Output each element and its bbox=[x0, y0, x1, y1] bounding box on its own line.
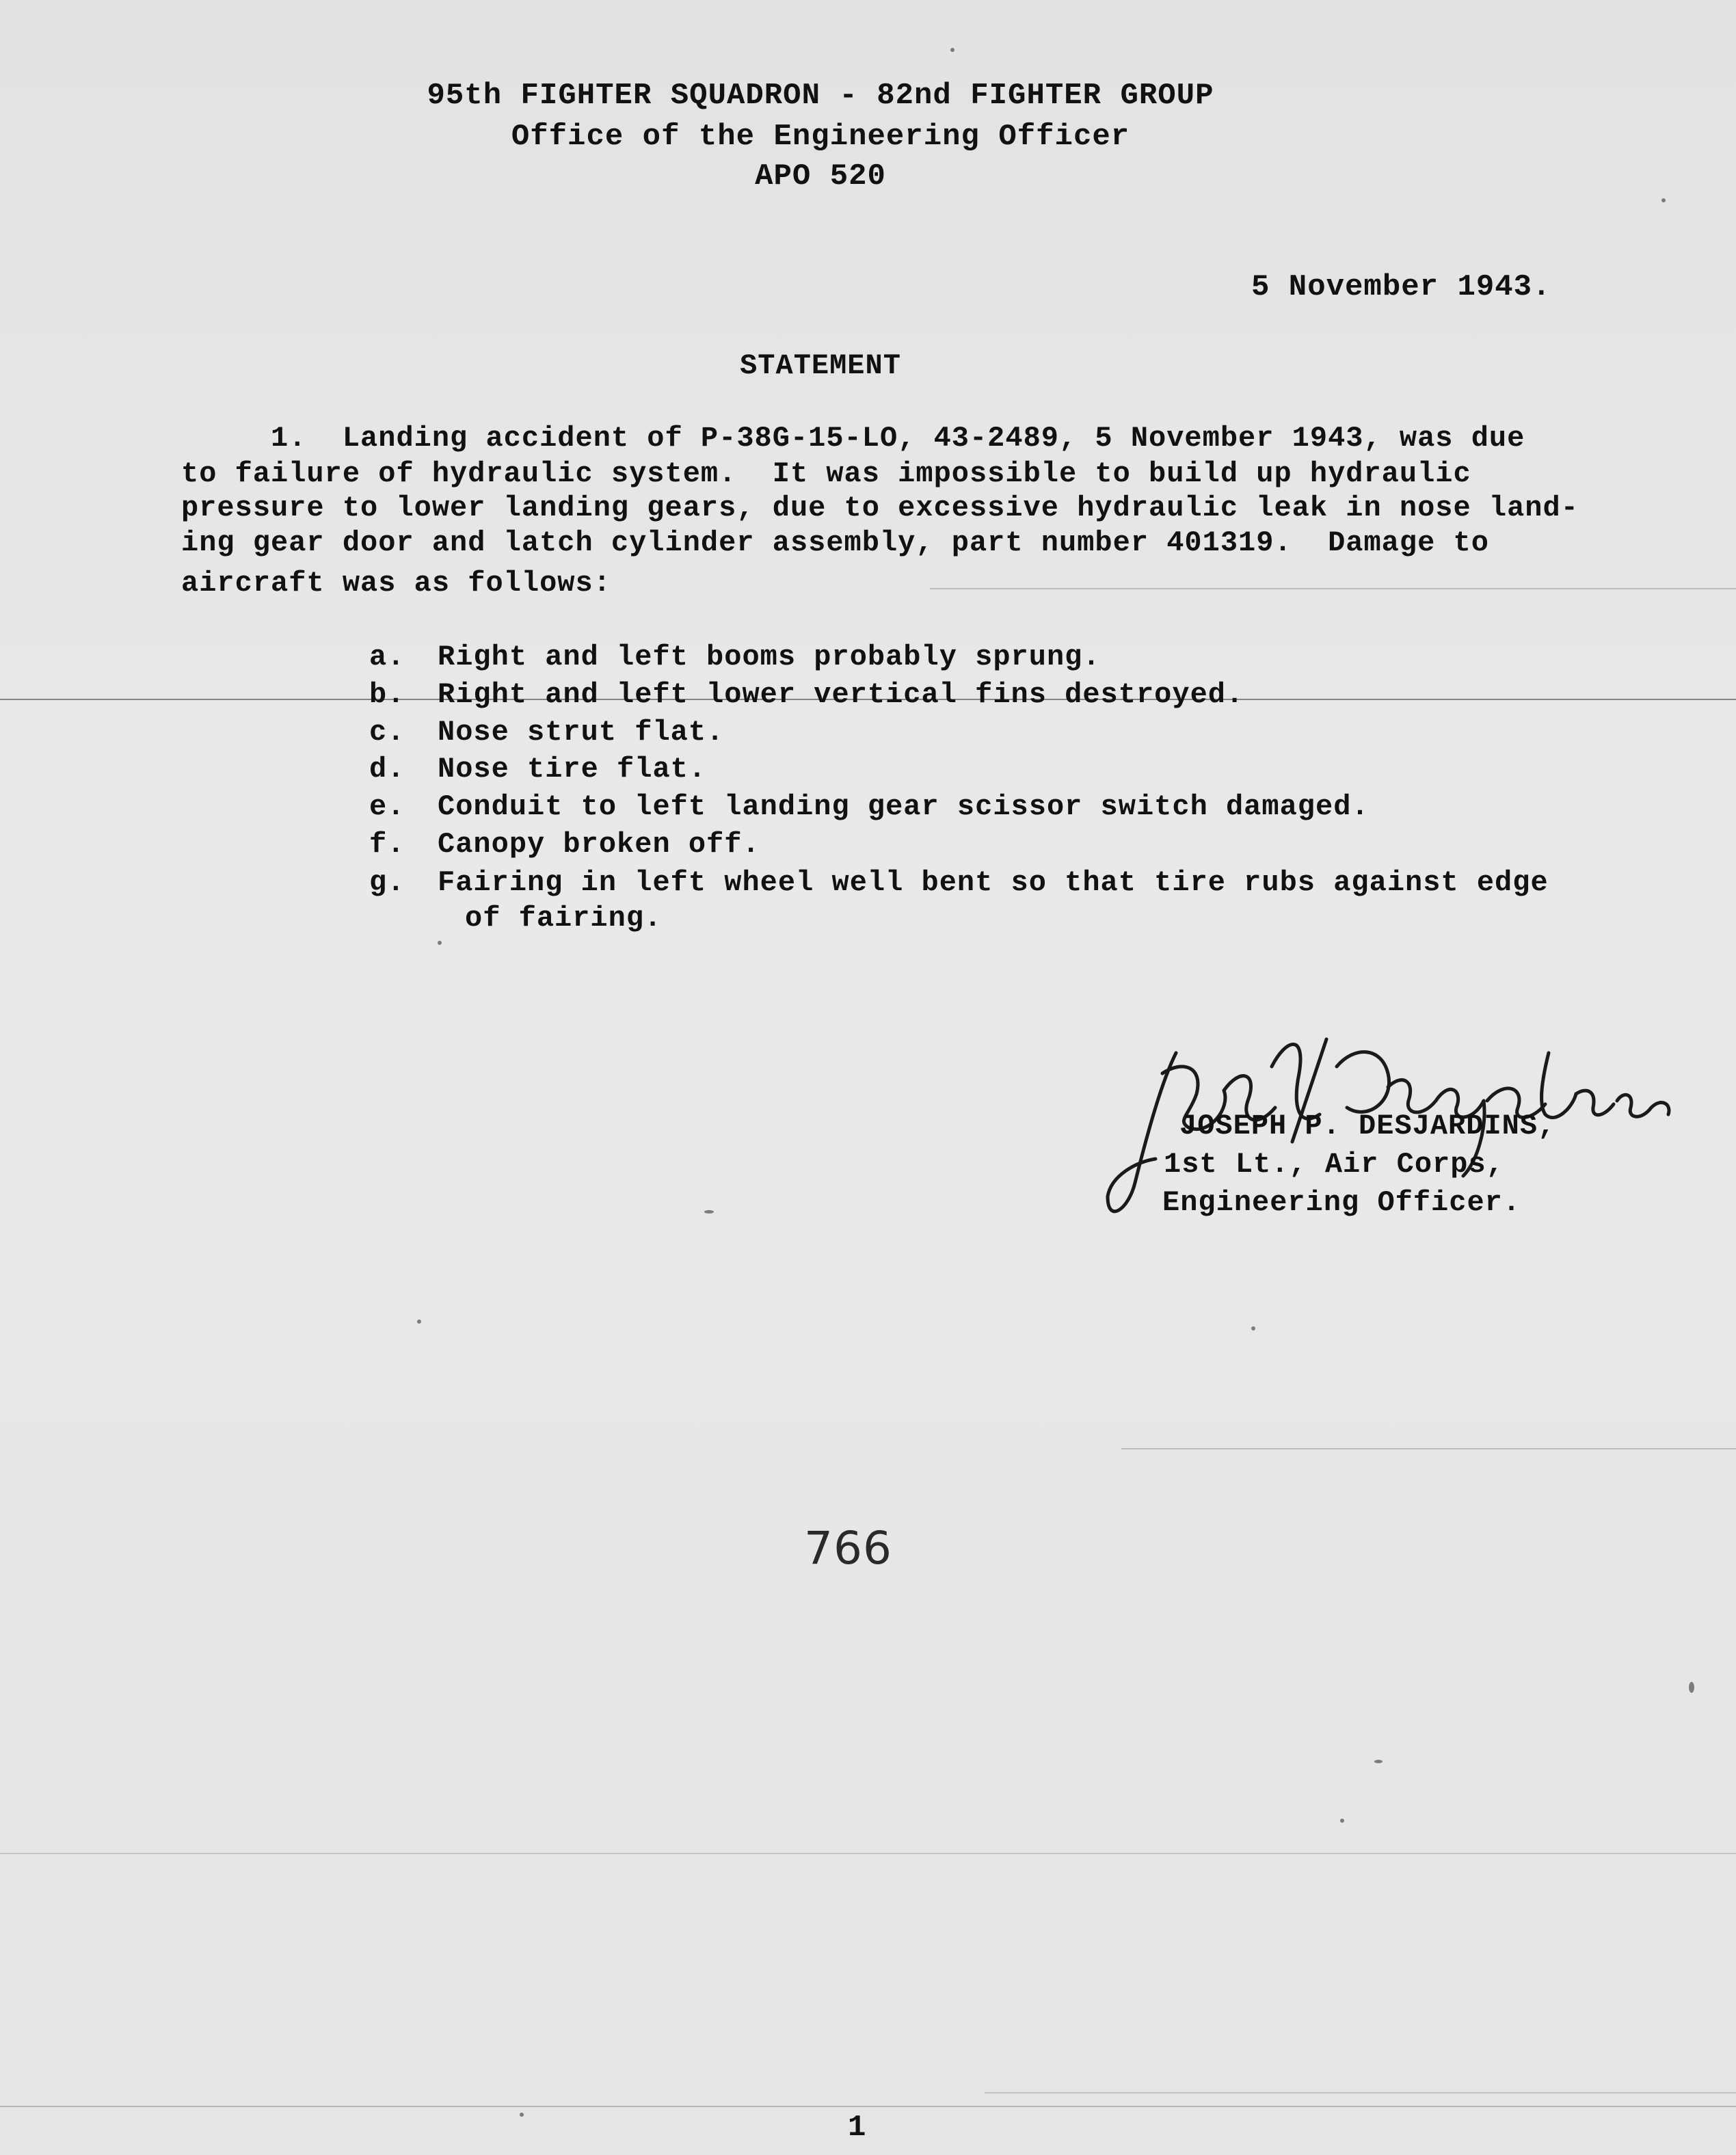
letterhead-office: Office of the Engineering Officer bbox=[511, 120, 1130, 154]
scan-rule bbox=[0, 1853, 1736, 1854]
scan-rule bbox=[985, 2092, 1736, 2093]
damage-list-item bbox=[369, 643, 1101, 671]
damage-list-item bbox=[369, 718, 724, 747]
letterhead-unit: 95th FIGHTER SQUADRON - 82nd FIGHTER GROUP bbox=[427, 79, 1214, 113]
scan-speck bbox=[520, 2113, 524, 2117]
list-item-text: Right and left booms probably sprung. bbox=[438, 641, 1101, 673]
scan-speck bbox=[1374, 1760, 1383, 1763]
list-item-text: Fairing in left wheel well bent so that tire rubs against edge bbox=[438, 866, 1549, 899]
list-item-letter: c. bbox=[369, 716, 405, 749]
signatory-role: Engineering Officer. bbox=[1162, 1186, 1521, 1219]
scan-speck bbox=[704, 1210, 714, 1214]
list-item-text: Right and left lower vertical fins destroyed. bbox=[438, 678, 1244, 711]
paragraph-line: aircraft was as follows: bbox=[181, 567, 611, 600]
signatory-rank: 1st Lt., Air Corps, bbox=[1164, 1148, 1504, 1181]
paragraph-line: to failure of hydraulic system. It was impossible to build up hydraulic bbox=[181, 457, 1471, 490]
list-item-text: Nose strut flat. bbox=[438, 716, 725, 749]
damage-list-item bbox=[369, 830, 760, 859]
scan-speck bbox=[1661, 198, 1666, 202]
damage-list-item-continuation: of fairing. bbox=[465, 902, 663, 935]
damage-list-item bbox=[369, 755, 706, 784]
stamped-number: 766 bbox=[804, 1522, 892, 1575]
letterhead-apo: APO 520 bbox=[755, 159, 886, 193]
list-item-letter: d. bbox=[369, 753, 405, 786]
document-date: 5 November 1943. bbox=[1251, 270, 1551, 304]
scan-speck bbox=[1689, 1682, 1694, 1693]
paragraph-line: ing gear door and latch cylinder assembly, part number 401319. Damage to bbox=[181, 526, 1489, 559]
document-title: STATEMENT bbox=[740, 349, 901, 382]
list-item-letter: a. bbox=[369, 641, 405, 673]
scan-speck bbox=[438, 941, 442, 945]
scan-rule bbox=[0, 2106, 1736, 2107]
damage-list-item bbox=[369, 680, 1244, 709]
scan-rule bbox=[930, 588, 1736, 589]
scan-speck bbox=[1251, 1326, 1255, 1330]
list-item-text: Conduit to left landing gear scissor switch damaged. bbox=[438, 790, 1370, 823]
list-item-text: Nose tire flat. bbox=[438, 753, 707, 786]
page-number: 1 bbox=[848, 2111, 867, 2145]
list-item-letter: g. bbox=[369, 866, 405, 899]
list-item-letter: f. bbox=[369, 828, 405, 861]
scan-rule bbox=[1121, 1448, 1736, 1449]
scan-speck bbox=[417, 1320, 421, 1324]
paragraph-line: pressure to lower landing gears, due to excessive hydraulic leak in nose land- bbox=[181, 492, 1579, 524]
signatory-name: JOSEPH P. DESJARDINS, bbox=[1179, 1110, 1556, 1142]
paragraph-line: 1. Landing accident of P-38G-15-LO, 43-2489, 5 November 1943, was due bbox=[181, 422, 1525, 455]
scan-speck bbox=[950, 48, 954, 52]
list-item-letter: b. bbox=[369, 678, 405, 711]
list-item-letter: e. bbox=[369, 790, 405, 823]
damage-list-item bbox=[369, 792, 1370, 821]
list-item-text: Canopy broken off. bbox=[438, 828, 760, 861]
damage-list-item bbox=[369, 868, 1549, 897]
scan-speck bbox=[1340, 1819, 1344, 1823]
